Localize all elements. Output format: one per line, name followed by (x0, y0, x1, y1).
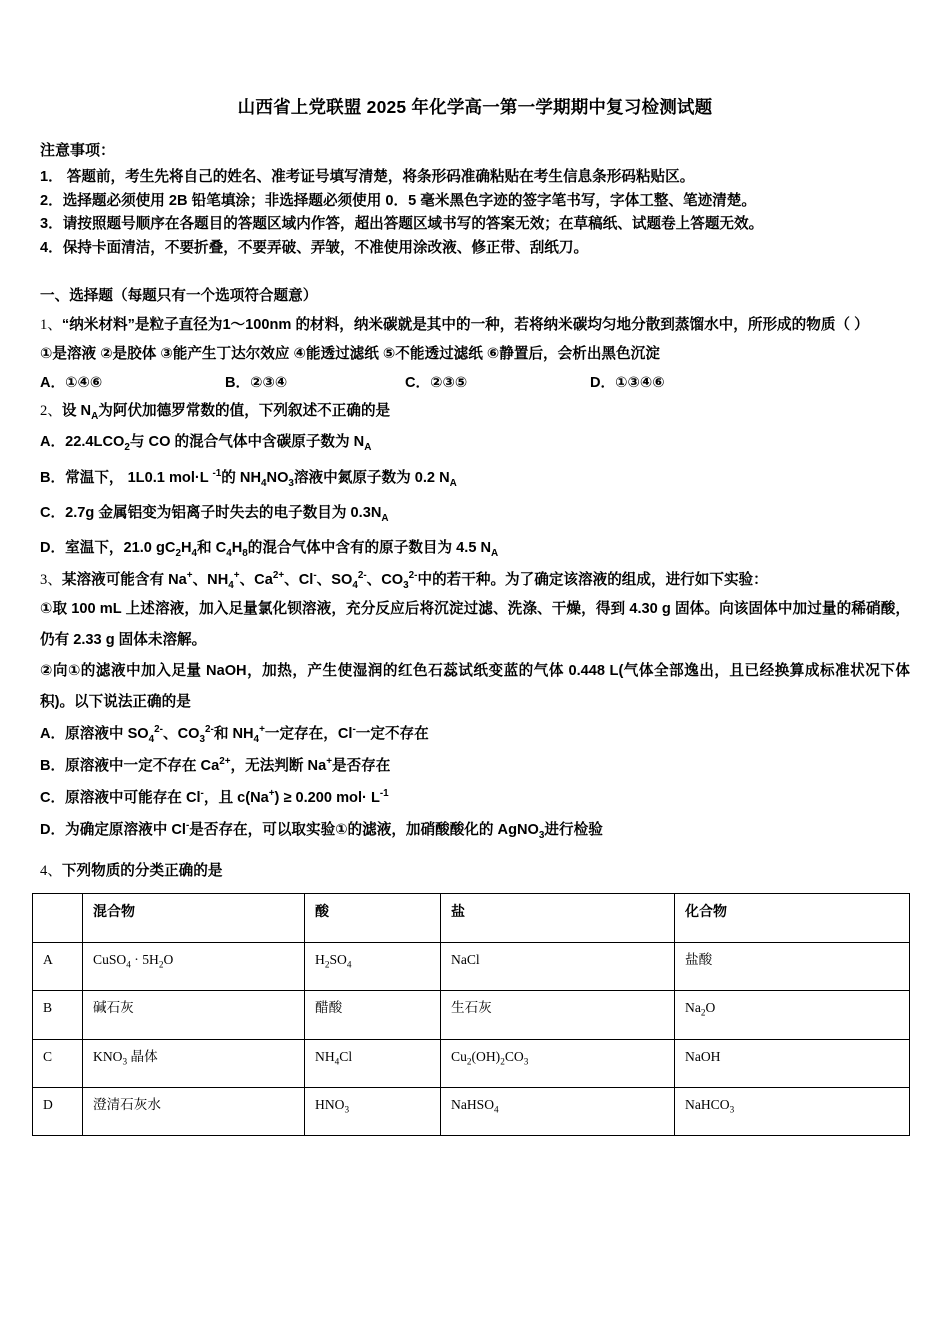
notice-item: 4．保持卡面清洁，不要折叠，不要弄破、弄皱，不准使用涂改液、修正带、刮纸刀。 (40, 239, 589, 256)
question-3-step-1: ①取 100 mL 上述溶液，加入足量氯化钡溶液，充分反应后将沉淀过滤、洗涤、干燥，得到 4.30 g 固体。向该固体中加过量的稀硝酸，仍有 2.33 g 固体未溶解。 (40, 601, 910, 649)
question-2-number: 2、 (40, 402, 62, 419)
question-3-option-d[interactable]: D．为确定原溶液中 Cl-是否存在，可以取实验①的滤液，加硝酸酸化的 AgNO$_3$进行检验 (40, 820, 603, 842)
table-cell-compound: 盐酸 (675, 943, 910, 991)
question-1-option-c[interactable]: C．②③⑤ (405, 374, 468, 391)
table-row-label: D (33, 1088, 83, 1136)
question-3-option-a[interactable]: A．原溶液中 $SO_4^{2-}$、$CO_3^{2-}$和 $NH_4^+$一定存在，Cl-一定不存在 (40, 724, 429, 746)
notice-item: 2．选择题必须使用 2B 铅笔填涂；非选择题必须使用 0．5 毫米黑色字迹的签字笔书写，字体工整、笔迹清楚。 (40, 192, 756, 209)
question-1-stem-text: “纳米材料”是粒子直径为1～100nm 的材料，纳米碳就是其中的一种，若将纳米碳均匀地分散到蒸馏水中，所形成的物质（ ） (61, 316, 869, 333)
table-cell-compound: $Na_2O$ (675, 991, 910, 1039)
question-1-option-d[interactable]: D．①③④⑥ (590, 374, 665, 391)
table-row-label: A (33, 943, 83, 991)
question-1-number: 1、 (40, 316, 62, 333)
notice-item: 1． 答题前，考生先将自己的姓名、准考证号填写清楚，将条形码准确粘贴在考生信息条形码粘贴区。 (40, 169, 695, 185)
table-row[interactable] (33, 943, 910, 991)
table-cell-mixture: $KNO_3$ 晶体 (83, 1039, 305, 1087)
table-header-salt: 盐 (441, 894, 675, 943)
question-2-stem: 2、设 $N_A$为阿伏加德罗常数的值，下列叙述不正确的是 (40, 402, 391, 422)
notice-heading: 注意事项： (40, 141, 116, 159)
notice-list (40, 166, 910, 261)
question-4-stem: 4、下列物质的分类正确的是 (40, 862, 223, 879)
table-cell-salt: NaHSO$_4$ (441, 1088, 675, 1136)
table-cell-acid: $NH_4Cl$ (305, 1039, 441, 1087)
table-row[interactable] (33, 1039, 910, 1087)
question-3-option-b[interactable]: B．原溶液中一定不存在 $Ca^{2+}$，无法判断 Na+是否存在 (40, 756, 391, 775)
table-cell-mixture: CuSO$_4$ · $5H_2O$ (83, 943, 305, 991)
table-header-compound: 化合物 (675, 894, 910, 943)
question-4-number: 4、 (40, 862, 62, 879)
table-row[interactable] (33, 991, 910, 1039)
question-1-options (40, 369, 910, 398)
question-2-option-d[interactable]: D．室温下，21.0 $gC_2H_4$和 $C_4H_8$的混合气体中含有的原子数目为 4.5 $N_A$ (40, 540, 499, 560)
question-1 (40, 310, 910, 398)
question-2-option-c[interactable]: C．2.7g 金属铝变为铝离子时失去的电子数目为 $0.3N_A$ (40, 505, 389, 524)
table-cell-compound: NaHCO$_3$ (675, 1088, 910, 1136)
question-2-option-b[interactable]: B．常温下， 1L0.1 mol·L $^{-1}$的 $NH_4NO_3$溶液中氮原子数为 0.2 $N_A$ (40, 467, 457, 489)
table-cell-acid: 醋酸 (305, 991, 441, 1039)
table-cell-mixture: 碱石灰 (83, 991, 305, 1039)
question-1-option-a[interactable]: A．①④⑥ (40, 374, 103, 391)
table-cell-acid: $H_2SO_4$ (305, 943, 441, 991)
question-4 (40, 859, 910, 1137)
question-1-stem (40, 310, 910, 341)
table-cell-salt: NaCl (441, 943, 675, 991)
question-3-step-2: ②向①的滤液中加入足量 NaOH，加热，产生使湿润的红色石蕊试纸变蓝的气体 0.448 L(气体全部逸出，且已经换算成标准状况下体积)。以下说法正确的是 (40, 663, 910, 711)
classification-table (32, 893, 910, 1136)
question-3-option-c[interactable]: C．原溶液中可能存在 Cl-，且 c(Na+) ≥ 0.200 $mol\cdot L^{-1}$ (40, 788, 389, 807)
table-cell-mixture: 澄清石灰水 (83, 1088, 305, 1136)
table-row[interactable] (33, 1088, 910, 1136)
page-title: 山西省上党联盟 2025 年化学高一第一学期期中复习检测试题 (237, 97, 713, 117)
table-header-acid: 酸 (305, 894, 441, 943)
table-cell-salt: 生石灰 (441, 991, 675, 1039)
table-body (33, 943, 910, 1136)
question-3 (40, 567, 910, 847)
table-cell-acid: $HNO_3$ (305, 1088, 441, 1136)
section-heading: 一、选择题（每题只有一个选项符合题意） (40, 287, 318, 304)
question-3-number: 3、 (40, 571, 62, 588)
table-header-row (33, 894, 910, 943)
question-1-statements: ①是溶液 ②是胶体 ③能产生丁达尔效应 ④能透过滤纸 ⑤不能透过滤纸 ⑥静置后，会析出黑色沉淀 (40, 345, 660, 362)
question-3-stem: 3、某溶液可能含有 Na+、$NH_4^+$、$Ca^{2+}$、Cl-、$SO_4^{2-}$、$CO_3^{2-}$中的若干种。为了确定该溶液的组成，进行如下实验： (40, 569, 768, 591)
table-row-label: C (33, 1039, 83, 1087)
table-header-blank (33, 894, 83, 943)
table-row-label: B (33, 991, 83, 1039)
question-2-option-a[interactable]: A．$22.4LCO_2$与 CO 的混合气体中含碳原子数为 $N_A$ (40, 434, 372, 454)
question-2 (40, 398, 910, 567)
table-header-mixture: 混合物 (83, 894, 305, 943)
table-cell-salt: $Cu_2(OH)_2CO_3$ (441, 1039, 675, 1087)
notice-item: 3．请按照题号顺序在各题目的答题区域内作答，超出答题区域书写的答案无效；在草稿纸、试题卷上答题无效。 (40, 216, 764, 233)
table-cell-compound: NaOH (675, 1039, 910, 1087)
question-1-option-b[interactable]: B．②③④ (225, 374, 288, 391)
